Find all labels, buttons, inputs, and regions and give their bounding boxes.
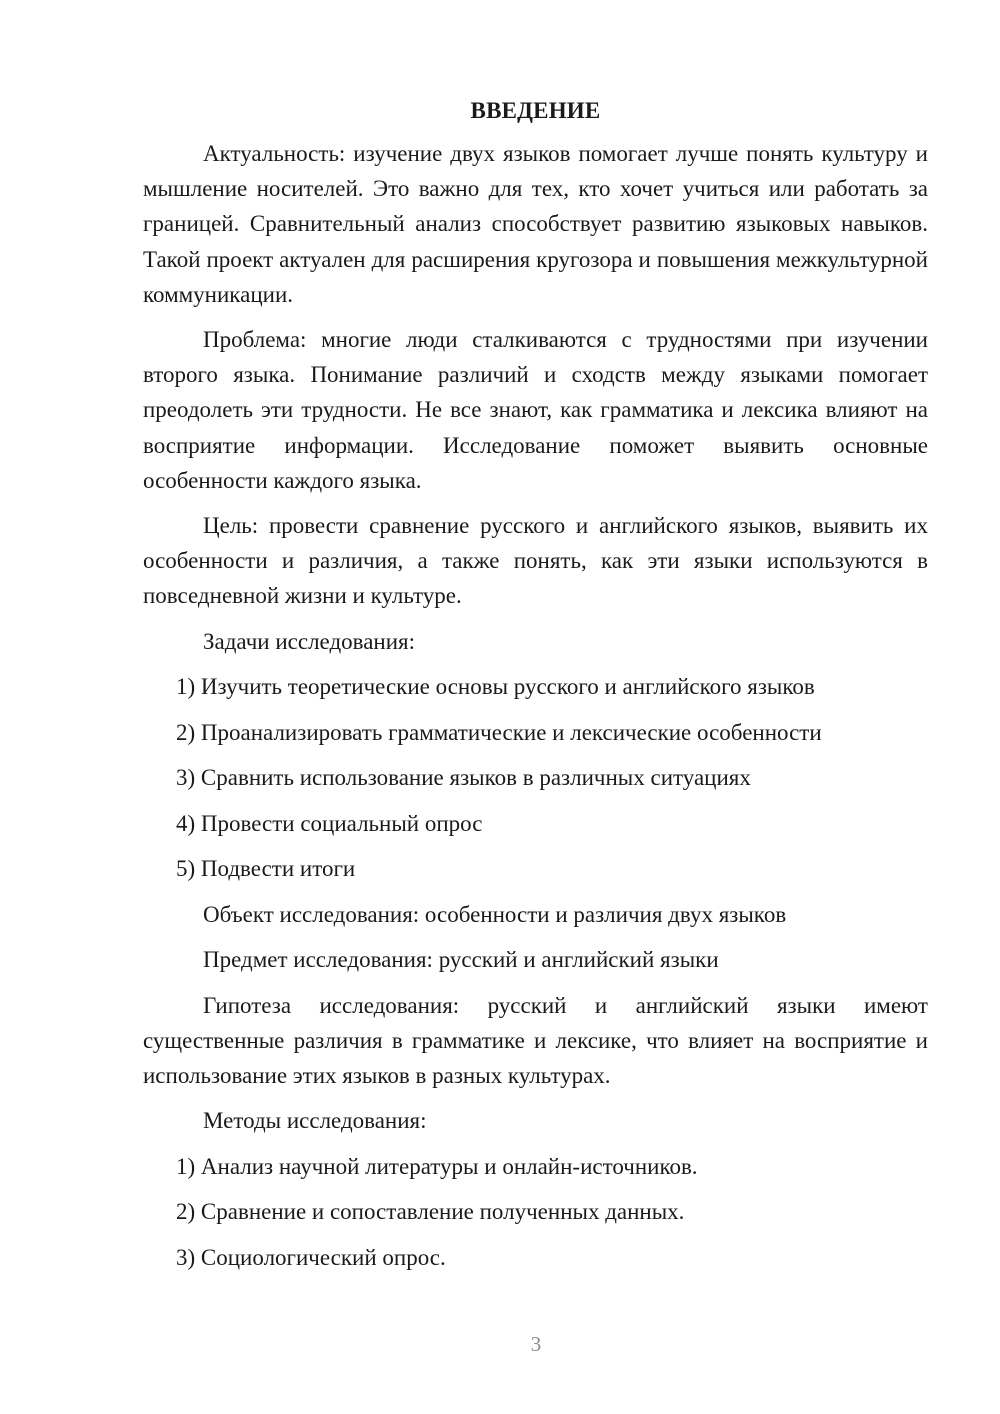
task-item: 3) Сравнить использование языков в различных ситуациях xyxy=(176,765,751,791)
page-content xyxy=(143,93,928,1285)
page-number: 3 xyxy=(530,1332,542,1356)
hypothesis-paragraph: Гипотеза исследования: русский и английский языки имеют существенные различия в грамматике и лексике, что влияет на восприятие и использование этих языков в разных культурах. xyxy=(143,992,928,1089)
goal-paragraph: Цель: провести сравнение русского и английского языков, выявить их особенности и различия, а также понять, как эти языки используются в повседневной жизни и культуре. xyxy=(143,513,928,609)
methods-list xyxy=(143,1149,928,1275)
object-statement: Объект исследования: особенности и различия двух языков xyxy=(203,901,787,927)
method-item: 2) Сравнение и сопоставление полученных данных. xyxy=(176,1199,685,1225)
methods-heading: Методы исследования: xyxy=(203,1108,427,1134)
method-item: 1) Анализ научной литературы и онлайн-источников. xyxy=(176,1153,698,1179)
task-item: 5) Подвести итоги xyxy=(176,856,356,882)
tasks-list xyxy=(143,669,928,886)
task-item: 4) Провести социальный опрос xyxy=(176,810,483,836)
tasks-heading: Задачи исследования: xyxy=(203,628,416,654)
section-title: ВВЕДЕНИЕ xyxy=(470,98,601,123)
relevance-paragraph: Актуальность: изучение двух языков помогает лучше понять культуру и мышление носителей. Это важно для тех, кто хочет учиться или работать за границей. Сравнительный анализ способствует развитию языковых навыков. Такой проект актуален для расширения кругозора и повышения межкультурной коммуникации. xyxy=(143,141,928,307)
subject-statement: Предмет исследования: русский и английский языки xyxy=(203,947,719,973)
task-item: 2) Проанализировать грамматические и лексические особенности xyxy=(176,719,822,745)
method-item: 3) Социологический опрос. xyxy=(176,1244,446,1270)
problem-paragraph: Проблема: многие люди сталкиваются с трудностями при изучении второго языка. Понимание различий и сходств между языками помогает преодолеть эти трудности. Не все знают, как грамматика и лексика влияют на восприятие информации. Исследование поможет выявить основные особенности каждого языка. xyxy=(143,327,928,493)
task-item: 1) Изучить теоретические основы русского и английского языков xyxy=(176,674,815,700)
